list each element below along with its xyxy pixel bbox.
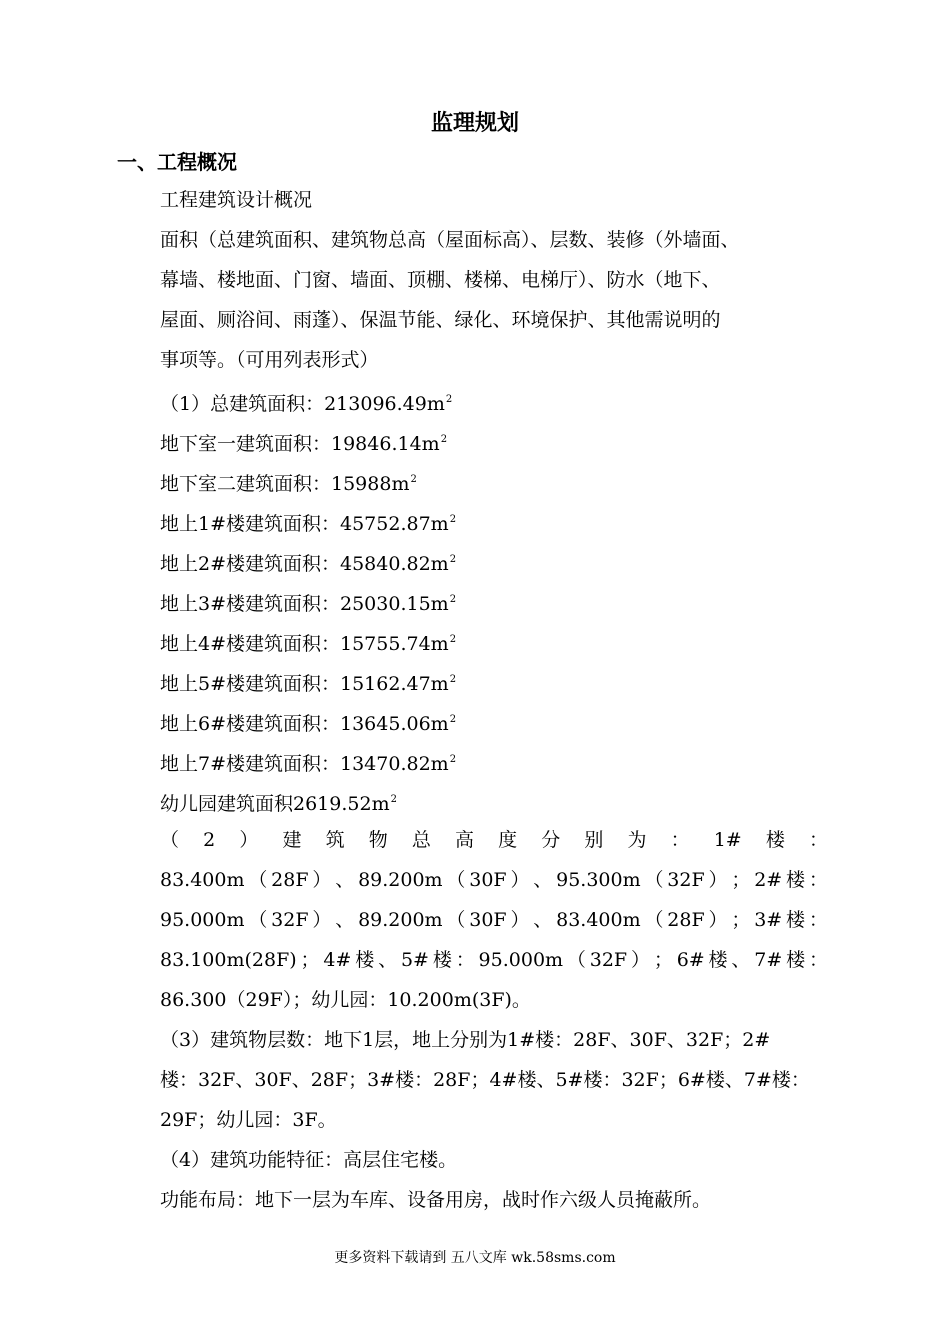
text-token: ： xyxy=(808,949,828,971)
text-token: ） xyxy=(630,949,650,971)
area-item-text: 地上2#楼建筑面积：45840.82m xyxy=(160,553,449,575)
text-token: （ xyxy=(446,869,466,891)
text-token: 83.400m xyxy=(556,909,641,931)
text-token: （ xyxy=(644,869,664,891)
area-item-text: 地下室一建筑面积：19846.14m xyxy=(160,433,440,455)
text-token: 3# xyxy=(754,909,783,931)
text-token: ： xyxy=(808,829,828,851)
text-token: （ xyxy=(446,909,466,931)
area-item-unit-exponent: 2 xyxy=(449,714,457,725)
text-token: ） xyxy=(312,909,332,931)
area-item-text: 地上5#楼建筑面积：15162.47m xyxy=(160,673,449,695)
text-token: 楼 xyxy=(708,949,728,971)
text-token: 5# xyxy=(400,949,429,971)
text-token: ） xyxy=(239,829,259,851)
text-token: 、 xyxy=(533,869,553,891)
text-token: ） xyxy=(510,869,530,891)
text-token: 楼 xyxy=(786,869,806,891)
text-token: 高 xyxy=(454,829,474,851)
area-item-unit-exponent: 2 xyxy=(449,674,457,685)
text-token: 30F xyxy=(469,869,507,891)
text-token: 83.400m xyxy=(160,869,245,891)
paragraph-area-line-4: 事项等。（可用列表形式） xyxy=(160,349,379,371)
area-item-unit-exponent: 2 xyxy=(449,634,457,645)
text-token: 30F xyxy=(469,909,507,931)
text-token: ： xyxy=(670,829,690,851)
text-token: 2# xyxy=(754,869,783,891)
text-token: 、 xyxy=(378,949,398,971)
paragraph-area-line-3: 屋面、厕浴间、雨蓬）、保温节能、绿化、环境保护、其他需说明的 xyxy=(160,309,721,331)
text-token: 89.200m xyxy=(358,909,443,931)
text-token: ； xyxy=(731,909,751,931)
area-item-unit-exponent: 2 xyxy=(449,594,457,605)
text-token: ； xyxy=(731,869,751,891)
text-token: 2 xyxy=(203,829,216,851)
height-line-5: 86.300（29F）；幼儿园：10.200m(3F)。 xyxy=(160,989,531,1011)
text-token: 7# xyxy=(754,949,783,971)
text-token: 、 xyxy=(335,869,355,891)
paragraph-area-line-1: 面积（总建筑面积、建筑物总高（屋面标高）、层数、装修（外墙面、 xyxy=(160,229,740,251)
area-item-text: 地上7#楼建筑面积：13470.82m xyxy=(160,753,449,775)
area-item xyxy=(160,667,456,697)
text-token: ： xyxy=(455,949,475,971)
text-token: 28F xyxy=(667,909,705,931)
text-token: 28F xyxy=(271,869,309,891)
text-token: （ xyxy=(248,869,268,891)
text-token: 楼 xyxy=(432,949,452,971)
document-title: 监理规划 xyxy=(430,111,519,136)
text-token: 物 xyxy=(368,829,388,851)
text-token: 83.100m(28F) xyxy=(160,949,297,971)
area-item-unit-exponent: 2 xyxy=(449,754,457,765)
text-token: 总 xyxy=(411,829,431,851)
area-item xyxy=(160,427,447,457)
text-token: 6# xyxy=(676,949,705,971)
area-item-text: 地上6#楼建筑面积：13645.06m xyxy=(160,713,449,735)
text-token: 楼 xyxy=(765,829,785,851)
area-item xyxy=(160,707,456,737)
text-token: （ xyxy=(160,829,180,851)
text-token: 楼 xyxy=(786,909,806,931)
text-token: ） xyxy=(708,869,728,891)
text-token: 楼 xyxy=(786,949,806,971)
text-token: ） xyxy=(312,869,332,891)
area-item-text: （1）总建筑面积：213096.49m xyxy=(160,393,445,415)
area-item-text: 地上4#楼建筑面积：15755.74m xyxy=(160,633,449,655)
text-token: 95.300m xyxy=(556,869,641,891)
text-token: 、 xyxy=(335,909,355,931)
floors-line-1: （3）建筑物层数：地下1层，地上分别为1#楼：28F、30F、32F；2# xyxy=(160,1029,771,1051)
floors-line-3: 29F；幼儿园：3F。 xyxy=(160,1109,337,1131)
text-token: 分 xyxy=(541,829,561,851)
area-item-text: 幼儿园建筑面积2619.52m xyxy=(160,793,390,815)
text-token: ； xyxy=(300,949,320,971)
text-token: 、 xyxy=(731,949,751,971)
floors-line-2: 楼：32F、30F、28F；3#楼：28F；4#楼、5#楼：32F；6#楼、7#楼： xyxy=(160,1069,810,1091)
area-item-unit-exponent: 2 xyxy=(449,554,457,565)
section-heading: 一、工程概况 xyxy=(117,150,237,174)
area-item-text: 地上3#楼建筑面积：25030.15m xyxy=(160,593,449,615)
text-token: ） xyxy=(708,909,728,931)
area-item-text: 地下室二建筑面积：15988m xyxy=(160,473,410,495)
text-token: 为 xyxy=(627,829,647,851)
area-item xyxy=(160,587,456,617)
text-token: 32F xyxy=(667,869,705,891)
area-item-unit-exponent: 2 xyxy=(440,434,448,445)
text-token: （ xyxy=(644,909,664,931)
text-token: 别 xyxy=(584,829,604,851)
text-token: 建 xyxy=(282,829,302,851)
text-token: 筑 xyxy=(325,829,345,851)
paragraph-area-line-2: 幕墙、楼地面、门窗、墙面、顶棚、楼梯、电梯厅）、防水（地下、 xyxy=(160,269,721,291)
height-line-4 xyxy=(160,947,828,973)
area-item-unit-exponent: 2 xyxy=(445,394,453,405)
area-item xyxy=(160,507,456,537)
text-token: ： xyxy=(808,909,828,931)
text-token: 95.000m xyxy=(160,909,245,931)
text-token: （ xyxy=(566,949,586,971)
text-token: 32F xyxy=(271,909,309,931)
function-line: （4）建筑功能特征：高层住宅楼。 xyxy=(160,1149,458,1171)
area-item xyxy=(160,467,417,497)
area-item xyxy=(160,547,456,577)
text-token: 32F xyxy=(589,949,628,971)
text-token: 4# xyxy=(323,949,352,971)
area-item xyxy=(160,747,456,777)
height-line-1 xyxy=(160,827,828,853)
area-item xyxy=(160,387,452,417)
area-item xyxy=(160,627,456,657)
text-token: 95.000m xyxy=(478,949,564,971)
text-token: ： xyxy=(808,869,828,891)
text-token: ） xyxy=(510,909,530,931)
text-token: 89.200m xyxy=(358,869,443,891)
text-token: 楼 xyxy=(355,949,375,971)
height-line-3 xyxy=(160,907,828,933)
text-token: 度 xyxy=(498,829,518,851)
area-item-unit-exponent: 2 xyxy=(390,794,397,805)
text-token: 1# xyxy=(713,829,742,851)
area-item xyxy=(160,787,397,817)
footer-note: 更多资料下载请到 五八文库 wk.58sms.com xyxy=(334,1250,616,1266)
area-item-unit-exponent: 2 xyxy=(410,474,417,485)
height-line-2 xyxy=(160,867,828,893)
area-item-unit-exponent: 2 xyxy=(449,514,457,525)
text-token: ； xyxy=(653,949,673,971)
text-token: （ xyxy=(248,909,268,931)
area-item-text: 地上1#楼建筑面积：45752.87m xyxy=(160,513,449,535)
layout-line: 功能布局：地下一层为车库、设备用房，战时作六级人员掩蔽所。 xyxy=(160,1189,712,1211)
text-token: 、 xyxy=(533,909,553,931)
paragraph-overview: 工程建筑设计概况 xyxy=(160,189,313,211)
